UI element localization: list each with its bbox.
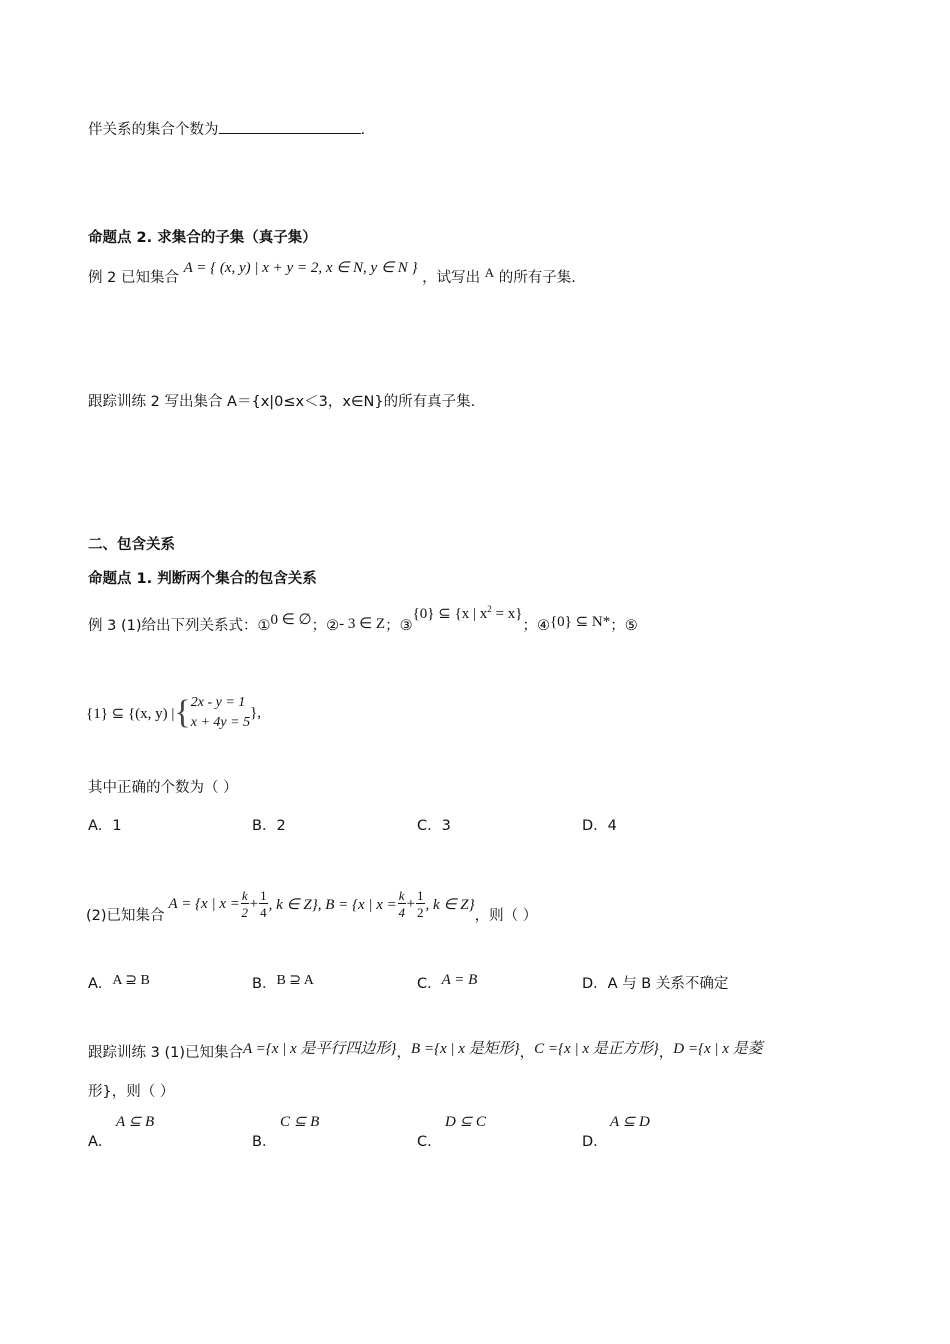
- question-text: 其中正确的个数为（ ）: [88, 780, 238, 796]
- equation-system: [191, 693, 250, 733]
- question-text: 伴关系的集合个数为: [88, 122, 219, 138]
- relation-5: [86, 688, 261, 738]
- option-value: A ⊇ B: [112, 973, 150, 988]
- equation-1: 2x - y = 1: [190, 695, 246, 710]
- tracking-training-2: 跟踪训练 2 写出集合 A＝{x|0≤x＜3，x∈N}的所有真子集.: [88, 394, 476, 410]
- plus-sign: +: [249, 895, 259, 912]
- denominator: 4: [398, 905, 405, 920]
- option-c[interactable]: C．3: [417, 818, 451, 834]
- relation-4: {0} ⊆ N*: [549, 614, 611, 630]
- option-b[interactable]: [252, 972, 314, 993]
- fraction-k-over-2: [241, 889, 249, 919]
- var-a: A: [484, 265, 495, 280]
- part-2-label: (2)已知集合: [86, 907, 165, 924]
- plus-sign: +: [406, 895, 416, 912]
- fraction-k-over-4: [398, 889, 406, 919]
- denominator: 4: [260, 905, 267, 920]
- option-label: A．: [88, 1134, 113, 1150]
- example-3-part-2: [86, 880, 537, 928]
- relation-3-c: = x}: [491, 606, 523, 622]
- option-label: C．: [417, 1134, 442, 1150]
- set-c: C ={x | x 是正方形}: [534, 1041, 659, 1057]
- option-label: A．: [88, 976, 113, 992]
- numerator: 1: [260, 888, 267, 903]
- example-2-suffix-b: 的所有子集.: [498, 270, 576, 286]
- sep-3: ；④: [522, 618, 550, 634]
- option-value: B ⊇ A: [276, 973, 314, 988]
- relation-3-exp: 2: [487, 604, 492, 614]
- example-2: [88, 258, 576, 298]
- set-a: A ={x | x 是平行四边形}: [242, 1041, 397, 1057]
- equation-2: x + 4y = 5: [190, 715, 251, 730]
- relation-3-a: {0} ⊆ {x | x: [412, 606, 488, 622]
- option-value: A = B: [441, 972, 478, 988]
- denominator: 2: [241, 905, 249, 920]
- option-label: C．: [417, 976, 442, 992]
- option-a[interactable]: [88, 972, 150, 993]
- option-label: B．: [252, 1134, 277, 1150]
- relation-5-end: },: [250, 704, 262, 721]
- tracking-training-3: 跟踪训练 3 (1)已知集合A ={x | x 是平行四边形}，B ={x | x 是矩形}，C ={x | x 是正方形}，D ={x | x 是菱: [88, 1041, 763, 1061]
- option-d[interactable]: [582, 972, 728, 993]
- set-a-prefix: A = {x | x =: [168, 895, 240, 912]
- option-d[interactable]: D．4: [582, 818, 617, 834]
- option-value: C ⊆ B: [280, 1114, 320, 1130]
- fraction-1-over-4: [259, 889, 268, 919]
- numerator: 1: [417, 888, 424, 903]
- denominator: 2: [417, 905, 424, 920]
- option-a[interactable]: A．1: [88, 818, 122, 834]
- option-label: D．: [582, 976, 608, 992]
- system-brace: {: [174, 694, 191, 731]
- topic-heading-1: 命题点 1. 判断两个集合的包含关系: [88, 571, 317, 587]
- numerator: k: [398, 888, 405, 903]
- relation-2: - 3 ∈ Z: [339, 616, 386, 632]
- relation-3: [413, 606, 523, 622]
- answer-blank[interactable]: [219, 119, 361, 134]
- example-3-label: 例 3 (1)给出下列关系式：①: [88, 618, 271, 634]
- option-value: A ⊆ D: [610, 1114, 650, 1130]
- topic-heading-2: 命题点 2. 求集合的子集（真子集）: [88, 230, 317, 246]
- option-value: A 与 B 关系不确定: [607, 976, 729, 992]
- relation-1: 0 ∈ ∅: [270, 612, 312, 628]
- relation-5-lhs: {1} ⊆ {(x, y) |: [86, 705, 175, 722]
- tracking-3-line-2: 形}，则（ ）: [88, 1084, 175, 1100]
- period: .: [360, 122, 366, 138]
- option-b[interactable]: B．2: [252, 818, 286, 834]
- numerator: k: [241, 888, 248, 903]
- sep-4: ；⑤: [610, 618, 638, 634]
- set-a-post: , k ∈ Z}, B = {x | x =: [268, 896, 397, 913]
- set-d: D ={x | x 是菱: [673, 1041, 763, 1057]
- example-2-label: 例 2 已知集合: [88, 270, 179, 286]
- option-value: A ⊆ B: [116, 1114, 155, 1130]
- set-a-formula: A = { (x, y) | x + y = 2, x ∈ N, y ∈ N }: [183, 260, 418, 276]
- fraction-1-over-2: [416, 889, 425, 919]
- sep-1: ；②: [311, 618, 340, 634]
- fill-in-line: [88, 118, 365, 139]
- example-3-part-1: [88, 598, 638, 649]
- option-label: B．: [252, 976, 277, 992]
- sep-2: ；③: [385, 618, 413, 634]
- section-heading: 二、包含关系: [88, 537, 175, 553]
- tracking-3-label: 跟踪训练 3 (1)已知集合: [88, 1045, 243, 1061]
- example-2-suffix-a: ，试写出: [422, 270, 481, 286]
- part-2-tail: ，则（ ）: [474, 907, 538, 924]
- set-b: B ={x | x 是矩形}: [410, 1041, 520, 1057]
- set-b-post: , k ∈ Z}: [425, 896, 475, 913]
- option-label: D．: [582, 1134, 608, 1150]
- option-value: D ⊆ C: [445, 1114, 486, 1130]
- option-c[interactable]: [417, 972, 477, 993]
